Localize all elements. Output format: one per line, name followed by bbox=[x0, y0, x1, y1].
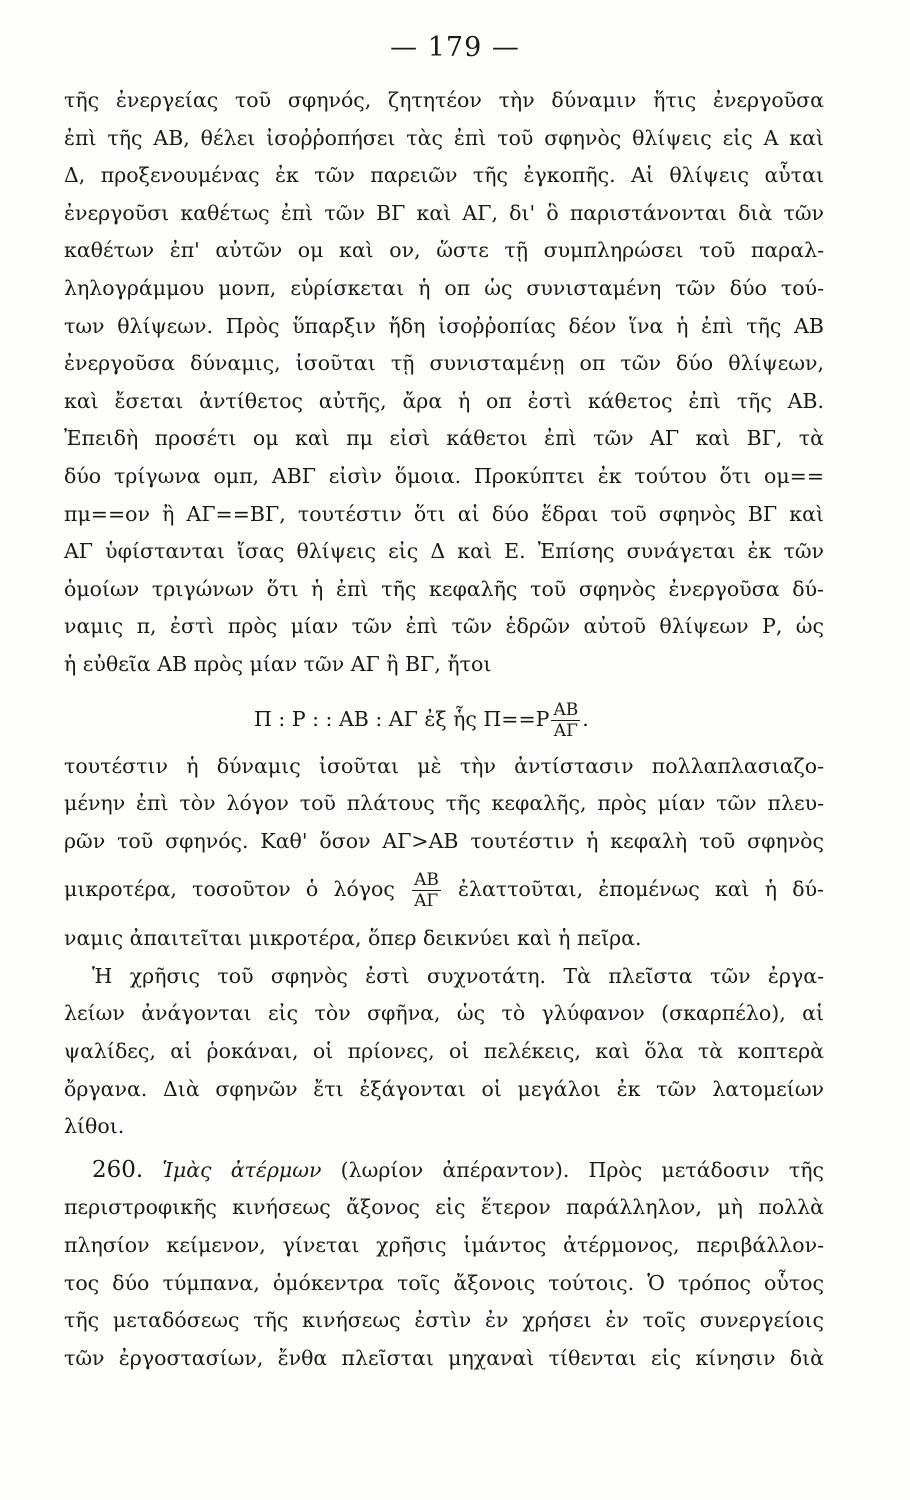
text-line: ἐνεργοῦσι καθέτως ἐπὶ τῶν ΒΓ καὶ ΑΓ, δι' ὃ παριστάνονται διὰ τῶν bbox=[64, 200, 824, 225]
text-line: δύο τρίγωνα ομπ, ΑΒΓ εἰσὶν ὅμοια. Προκύπτει ἐκ τούτου ὅτι ομ== bbox=[64, 463, 824, 488]
text-line: Ἐπειδὴ προσέτι ομ καὶ πμ εἰσὶ κάθετοι ἐπὶ τῶν ΑΓ καὶ ΒΓ, τὰ bbox=[64, 426, 824, 451]
text-line: τῆς μεταδόσεως τῆς κινήσεως ἐστὶν ἐν χρήσει ἐν τοῖς συνεργείοις bbox=[64, 1308, 824, 1333]
text-line: τῆς ἐνεργείας τοῦ σφηνός, ζητητέον τὴν δύναμιν ἥτις ἐνεργοῦσα bbox=[64, 88, 824, 112]
text-line: λίθοι. bbox=[64, 1114, 125, 1139]
fraction-numerator: ΑΒ bbox=[553, 699, 579, 720]
page-number: — 179 — bbox=[390, 32, 520, 63]
text-line: των θλίψεων. Πρὸς ὕπαρξιν ἤδη ἰσοῤῥοπίας δέον ἵνα ἡ ἐπὶ τῆς ΑΒ bbox=[64, 313, 824, 338]
formula-left: Π : Ρ : : ΑΒ : ΑΓ ἐξ ἧς Π==Ρ bbox=[254, 706, 550, 731]
formula-end: . bbox=[582, 706, 589, 731]
section-260 bbox=[64, 1152, 824, 1378]
text-line: ψαλίδες, αἱ ῥοκάναι, οἱ πρίονες, οἱ πελέκεις, καὶ ὅλα τὰ κοπτερὰ bbox=[64, 1039, 824, 1064]
text-line: τουτέστιν ἡ δύναμις ἰσοῦται μὲ τὴν ἀντίστασιν πολλαπλασιαζο- bbox=[64, 753, 824, 778]
page-text bbox=[64, 82, 824, 1377]
text-line: ἐνεργοῦσα δύναμις, ἰσοῦται τῇ συνισταμένῃ οπ τῶν δύο θλίψεων, bbox=[64, 351, 824, 376]
text-line: τῶν ἐργοστασίων, ἔνθα πλεῖσται μηχαναὶ τίθενται εἰς κίνησιν διὰ bbox=[64, 1345, 824, 1370]
text-line: ναμις ἀπαιτεῖται μικροτέρα, ὅπερ δεικνύει καὶ ἡ πεῖρα. bbox=[64, 926, 642, 951]
frac-line-before: μικροτέρα, τοσοῦτον ὁ λόγος bbox=[64, 877, 395, 902]
text-line: περιστροφικῆς κινήσεως ἄξονος εἰς ἕτερον παράλληλον, μὴ πολλὰ bbox=[64, 1195, 824, 1220]
proportion-formula bbox=[64, 684, 824, 748]
inline-fraction-line bbox=[64, 860, 824, 920]
text-line: λείων ἀνάγονται εἰς τὸν σφῆνα, ὡς τὸ γλύφανον (σκαρπέλο), αἱ bbox=[64, 1001, 824, 1026]
text-line: ἡ εὐθεῖα ΑΒ πρὸς μίαν τῶν ΑΓ ἢ ΒΓ, ἤτοι bbox=[64, 651, 492, 676]
text-line: ρῶν τοῦ σφηνός. Καθ' ὅσον ΑΓ>ΑΒ τουτέστιν ἡ κεφαλὴ τοῦ σφηνὸς bbox=[64, 828, 824, 853]
text-line: τος δύο τύμπανα, ὁμόκεντρα τοῖς ἄξονοις τούτοις. Ὁ τρόπος οὗτος bbox=[64, 1270, 824, 1295]
section-heading-line bbox=[64, 1152, 824, 1190]
text-line: καὶ ἔσεται ἀντίθετος αὐτῆς, ἄρα ἡ οπ ἐστὶ κάθετος ἐπὶ τῆς ΑΒ. bbox=[64, 388, 824, 413]
paragraph-force-ratio bbox=[64, 748, 824, 958]
inline-fraction bbox=[412, 870, 441, 911]
text-line: ἐπὶ τῆς ΑΒ, θέλει ἰσοῤῥοπήσει τὰς ἐπὶ τοῦ σφηνὸς θλίψεις εἰς Α καὶ bbox=[64, 125, 824, 150]
fraction-denominator: ΑΓ bbox=[414, 891, 439, 912]
fraction-numerator: ΑΒ bbox=[414, 870, 439, 891]
paragraph-wedge-forces bbox=[64, 82, 824, 684]
text-line: ὁμοίων τριγώνων ὅτι ἡ ἐπὶ τῆς κεφαλῆς τοῦ σφηνὸς ἐνεργοῦσα δύ- bbox=[64, 576, 824, 601]
section-number: 260. bbox=[92, 1156, 144, 1183]
text-line: ὄργανα. Διὰ σφηνῶν ἔτι ἐξάγονται οἱ μεγάλοι ἐκ τῶν λατομείων bbox=[64, 1076, 824, 1101]
frac-line-after: ἐλαττοῦται, ἐπομένως καὶ ἡ δύ- bbox=[458, 877, 824, 902]
text-line: πμ==ον ἢ ΑΓ==ΒΓ, τουτέστιν ὅτι αἱ δύο ἕδραι τοῦ σφηνὸς ΒΓ καὶ bbox=[64, 501, 824, 526]
section-first-line-rest: (λωρίον ἀπέραντον). Πρὸς μετάδοσιν τῆς bbox=[340, 1157, 824, 1182]
text-line: Ἡ χρῆσις τοῦ σφηνὸς ἐστὶ συχνοτάτη. Τὰ πλεῖστα τῶν ἐργα- bbox=[92, 963, 824, 988]
text-line: πλησίον κείμενον, γίνεται χρῆσις ἱμάντος ἀτέρμονος, περιβάλλον- bbox=[64, 1233, 824, 1258]
text-line: ναμις π, ἐστὶ πρὸς μίαν τῶν ἐπὶ τῶν ἑδρῶν αὐτοῦ θλίψεων Ρ, ὡς bbox=[64, 614, 824, 639]
text-line: ΑΓ ὑφίστανται ἴσας θλίψεις εἰς Δ καὶ Ε. Ἐπίσης συνάγεται ἐκ τῶν bbox=[64, 539, 824, 564]
text-line: καθέτων ἐπ' αὐτῶν ομ καὶ ον, ὥστε τῇ συμπληρώσει τοῦ παραλ- bbox=[64, 238, 824, 263]
text-line: ληλογράμμου μονπ, εὑρίσκεται ἡ οπ ὡς συνισταμένη τῶν δύο τού- bbox=[64, 275, 824, 300]
section-title: Ἱμὰς ἀτέρμων bbox=[162, 1157, 322, 1182]
fraction-denominator: ΑΓ bbox=[553, 720, 578, 741]
text-line: μένην ἐπὶ τὸν λόγον τοῦ πλάτους τῆς κεφαλῆς, πρὸς μίαν τῶν πλευ- bbox=[64, 791, 824, 816]
formula-fraction bbox=[551, 700, 580, 741]
paragraph-wedge-uses bbox=[64, 958, 824, 1146]
text-line: Δ, προξενουμένας ἐκ τῶν παρειῶν τῆς ἐγκοπῆς. Αἱ θλίψεις αὗται bbox=[64, 163, 824, 188]
